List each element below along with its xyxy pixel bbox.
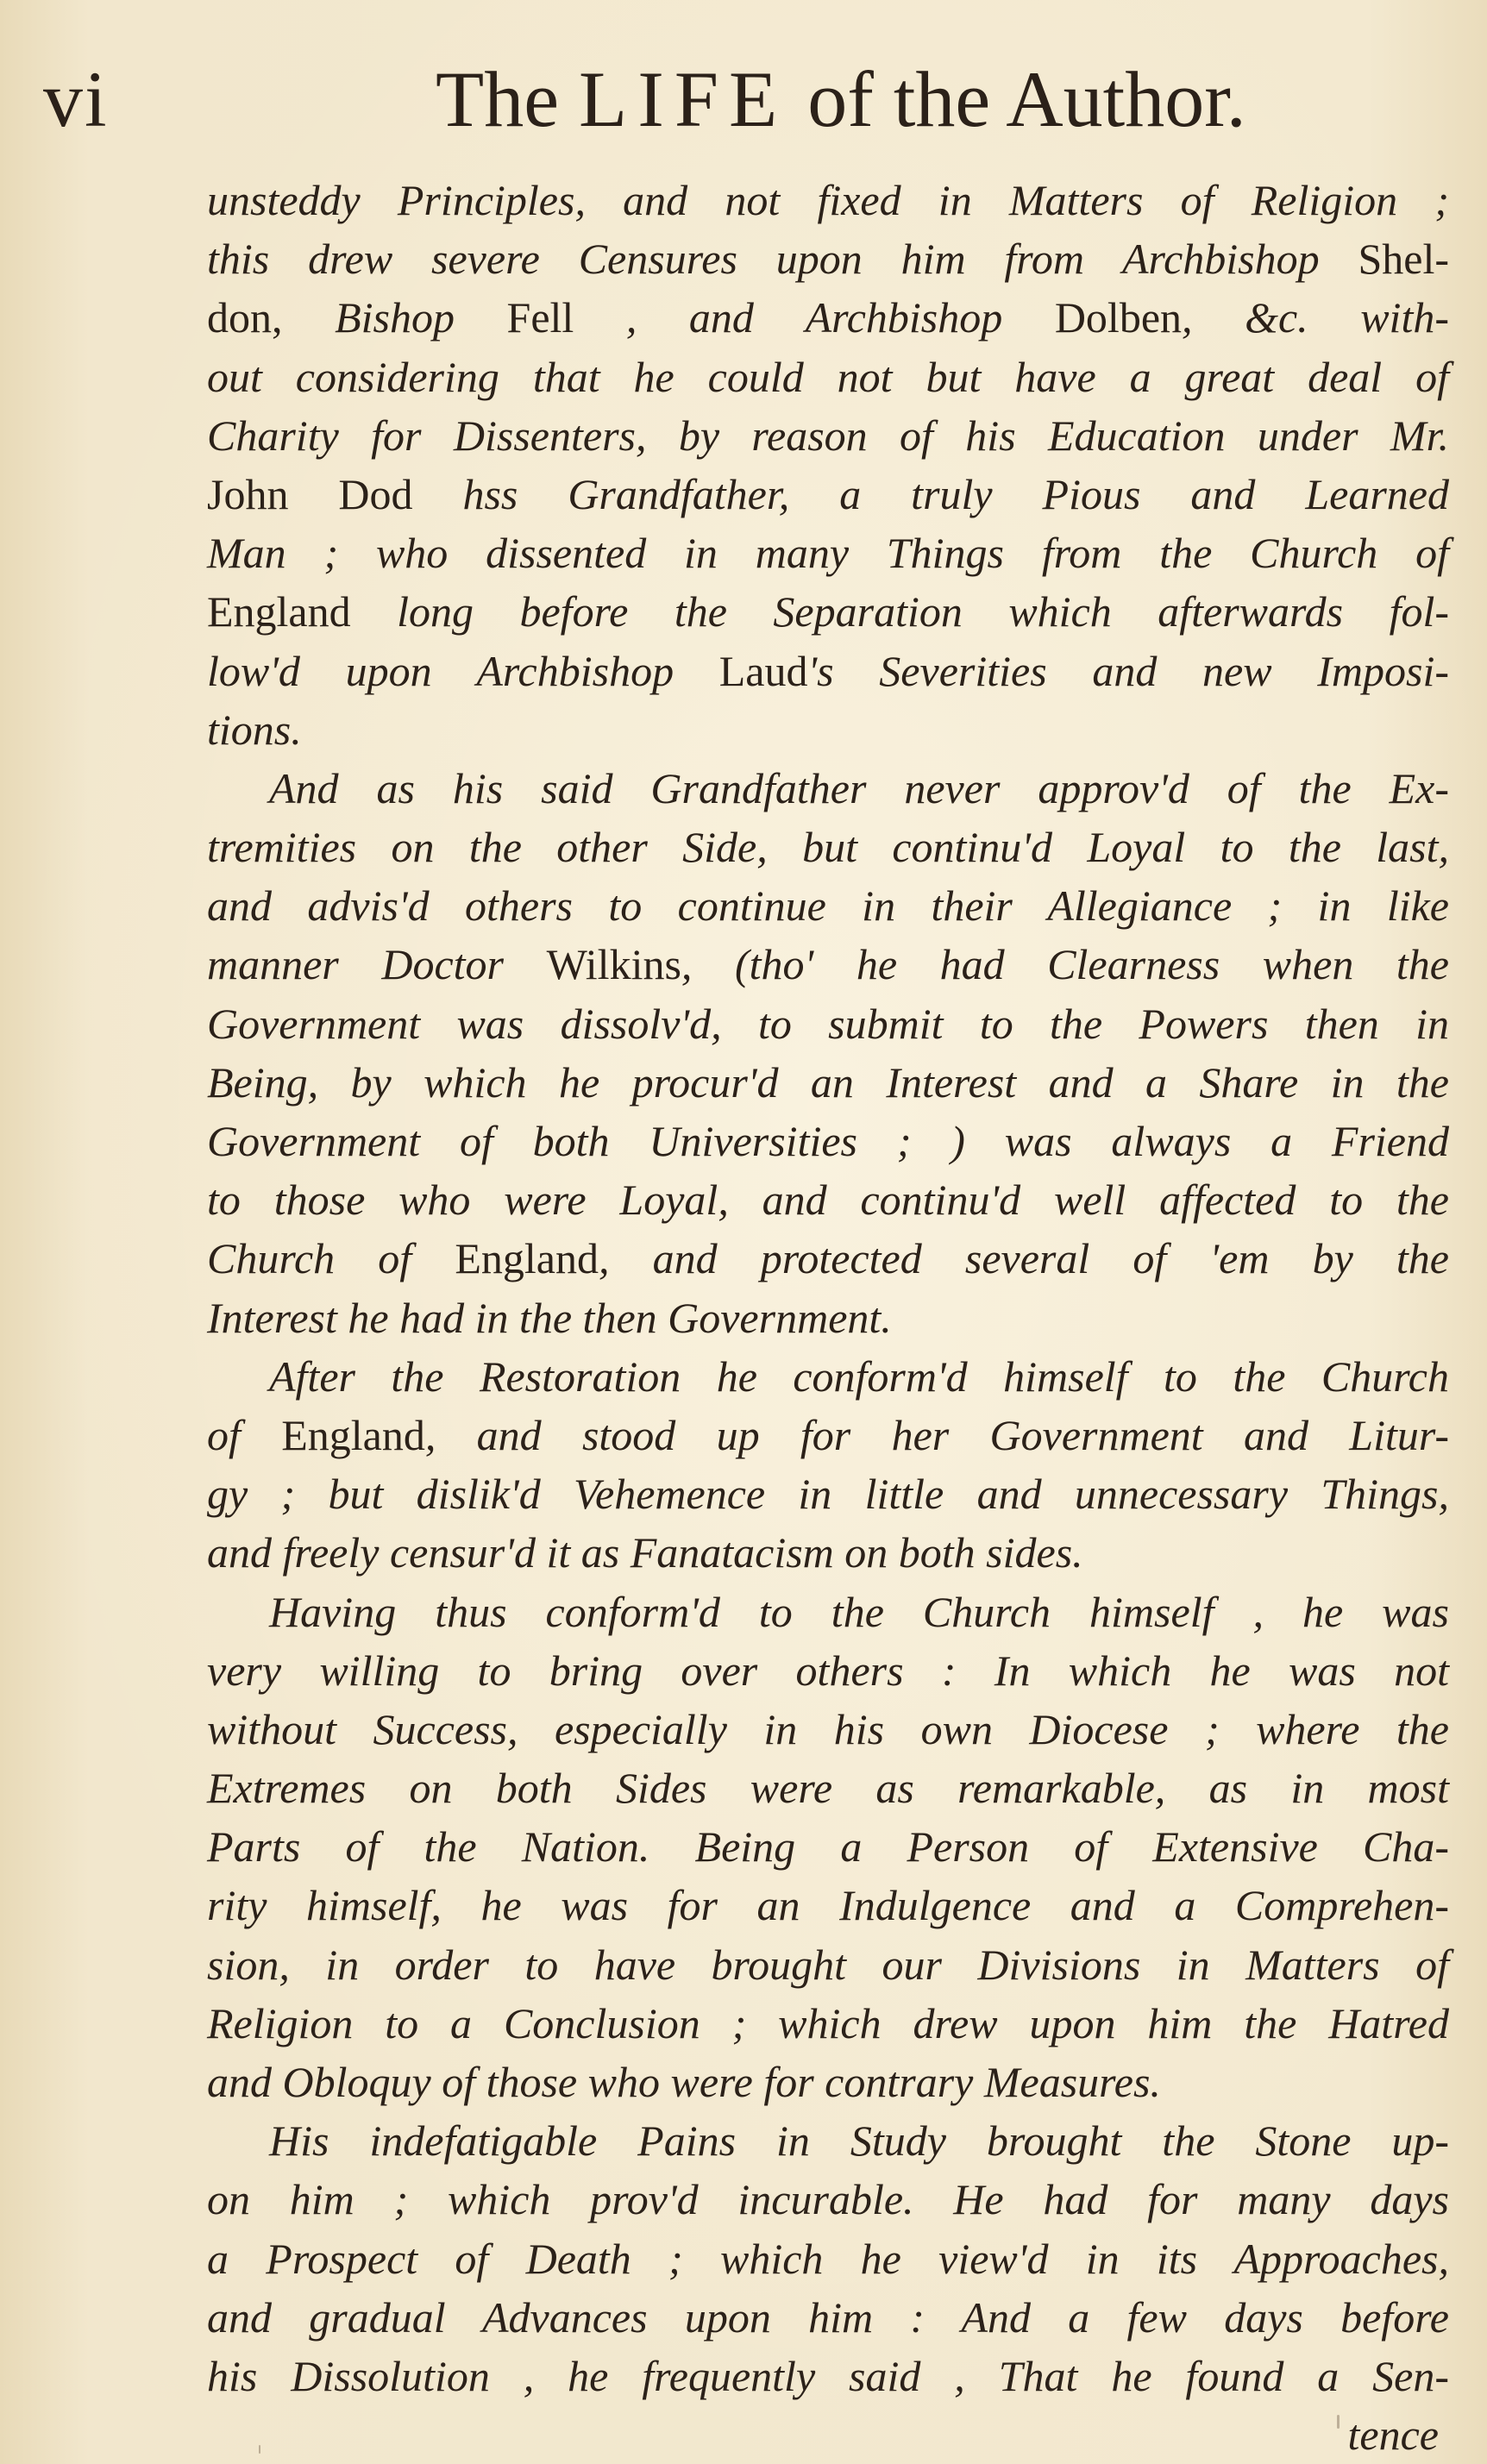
italic-text: Parts of the Nation. Being a Person of Extensive Cha- xyxy=(207,1822,1449,1872)
italic-text: low'd upon Archbishop xyxy=(207,646,719,695)
italic-text: Religion to a Conclusion ; which drew upon him the Hatred xyxy=(207,1998,1449,2047)
italic-text: gy ; but dislik'd Vehemence in little and unnecessary Things, xyxy=(207,1470,1449,1519)
italic-text: unsteddy Principles, and not fixed in Matters of Religion ; xyxy=(207,176,1449,224)
roman-text: John Dod xyxy=(207,469,413,518)
italic-text: and advis'd others to continue in their Allegiance ; in like xyxy=(207,881,1449,931)
text-line xyxy=(207,759,1449,818)
catchword xyxy=(207,2405,1449,2464)
italic-text: , &c. with- xyxy=(1182,293,1449,342)
italic-text: And as his said Grandfather never approv'd of the Ex- xyxy=(269,763,1449,812)
italic-text: Man ; who dissented in many Things from the Church of xyxy=(207,529,1449,578)
text-line xyxy=(207,1994,1449,2053)
text-line xyxy=(207,1759,1449,1817)
italic-text: hss Grandfather, a truly Pious and Learned xyxy=(412,469,1449,518)
text-line xyxy=(207,876,1449,935)
italic-text: to those who were Loyal, and continu'd well affected to the xyxy=(207,1176,1449,1225)
text-line xyxy=(207,171,1449,229)
italic-text: and freely censur'd it as Fanatacism on both sides. xyxy=(207,1528,1083,1577)
italic-text: tions. xyxy=(207,705,302,754)
text-line xyxy=(207,582,1449,641)
text-line xyxy=(207,348,1449,406)
text-line xyxy=(207,1583,1449,1641)
italic-text: and gradual Advances upon him : And a few days before xyxy=(207,2292,1449,2342)
roman-text: England xyxy=(281,1410,425,1459)
italic-text: this drew severe Censures upon him from Archbishop xyxy=(207,235,1358,284)
italic-text: rity himself, he was for an Indulgence and a Comprehen- xyxy=(207,1881,1449,1930)
italic-text: manner Doctor xyxy=(207,940,547,989)
running-header xyxy=(43,52,1277,147)
roman-text: Shel- xyxy=(1358,235,1449,284)
italic-text: of xyxy=(207,1410,282,1459)
italic-text: Extremes on both Sides were as remarkable, as in most xyxy=(207,1764,1449,1813)
italic-text: Government of both Universities ; ) was always a Friend xyxy=(207,1117,1449,1165)
text-line xyxy=(207,406,1449,465)
text-line xyxy=(207,1229,1449,1288)
running-title-caps: LIFE xyxy=(579,55,788,143)
text-line xyxy=(207,1347,1449,1406)
running-title-part-1: The xyxy=(436,55,580,143)
text-line xyxy=(207,642,1449,700)
roman-text: Fell xyxy=(506,293,574,342)
text-line xyxy=(207,288,1449,347)
text-line xyxy=(207,1700,1449,1759)
italic-text: sion, in order to have brought our Divisions in Matters of xyxy=(207,1940,1449,1989)
italic-text: a Prospect of Death ; which he view'd in its Approaches, xyxy=(207,2234,1449,2283)
italic-text: on him ; which prov'd incurable. He had for many days xyxy=(207,2175,1449,2224)
text-line xyxy=(207,229,1449,288)
text-line xyxy=(207,2111,1449,2170)
roman-text: Wilkins xyxy=(546,940,681,989)
text-line xyxy=(207,465,1449,524)
text-line xyxy=(207,524,1449,582)
running-title-part-2: of the Author. xyxy=(787,55,1246,143)
roman-text: England xyxy=(455,1234,599,1283)
text-line xyxy=(207,2347,1449,2405)
italic-text: long before the Separation which afterwards fol- xyxy=(350,587,1449,636)
roman-text: Dolben xyxy=(1054,293,1183,342)
italic-text: , and stood up for her Government and Litur- xyxy=(424,1410,1449,1459)
italic-text: very willing to bring over others : In which he was not xyxy=(207,1646,1449,1695)
italic-text: Government was dissolv'd, to submit to the Powers then in xyxy=(207,999,1449,1048)
italic-text: without Success, especially in his own Diocese ; where the xyxy=(207,1704,1449,1753)
italic-text: tremities on the other Side, but continu'd Loyal to the last, xyxy=(207,823,1449,872)
italic-text: and Obloquy of those who were for contrary Measures. xyxy=(207,2058,1161,2106)
paper-mark xyxy=(1337,2415,1340,2429)
roman-text: don, xyxy=(207,293,336,342)
italic-text: out considering that he could not but have a great deal of xyxy=(207,352,1449,401)
italic-text: His indefatigable Pains in Study brought the Stone up- xyxy=(269,2116,1449,2166)
text-line xyxy=(207,1876,1449,1934)
text-line xyxy=(207,1641,1449,1700)
text-line xyxy=(207,2170,1449,2229)
page-number: vi xyxy=(43,55,109,143)
italic-text: , and protected several of 'em by the xyxy=(598,1234,1449,1283)
text-line xyxy=(207,818,1449,876)
text-line xyxy=(207,2229,1449,2288)
text-line xyxy=(207,1935,1449,1994)
text-line xyxy=(207,2053,1449,2111)
text-line xyxy=(207,700,1449,759)
text-line xyxy=(207,1112,1449,1170)
text-line xyxy=(207,1053,1449,1112)
text-line xyxy=(207,1288,1449,1347)
roman-text: England xyxy=(207,587,351,636)
italic-text: Having thus conform'd to the Church himself , he was xyxy=(269,1587,1449,1636)
italic-text: Charity for Dissenters, by reason of his Education under Mr. xyxy=(207,411,1449,460)
italic-text: Interest he had in the then Government. xyxy=(207,1293,892,1342)
italic-text: Bishop xyxy=(335,293,507,342)
text-line xyxy=(207,2288,1449,2347)
text-line xyxy=(207,935,1449,994)
italic-text: Church of xyxy=(207,1234,455,1283)
text-line xyxy=(207,1406,1449,1464)
text-line xyxy=(207,994,1449,1053)
italic-text: tence xyxy=(1347,2411,1439,2460)
italic-text: Being, by which he procur'd an Interest and a Share in the xyxy=(207,1057,1449,1107)
body-text xyxy=(207,171,1449,2464)
paper-mark xyxy=(259,2445,260,2454)
italic-text: his Dissolution , he frequently said , That he found a Sen- xyxy=(207,2351,1449,2400)
text-line xyxy=(207,1817,1449,1876)
text-line xyxy=(207,1523,1449,1582)
italic-text: 's Severities and new Imposi- xyxy=(807,646,1450,695)
roman-text: Laud xyxy=(718,646,808,695)
text-line xyxy=(207,1170,1449,1229)
italic-text: , and Archbishop xyxy=(574,293,1055,342)
italic-text: After the Restoration he conform'd himself to the Church xyxy=(269,1351,1449,1401)
italic-text: , (tho' he had Clearness when the xyxy=(681,940,1449,989)
text-line xyxy=(207,1464,1449,1523)
running-title xyxy=(436,52,1246,147)
